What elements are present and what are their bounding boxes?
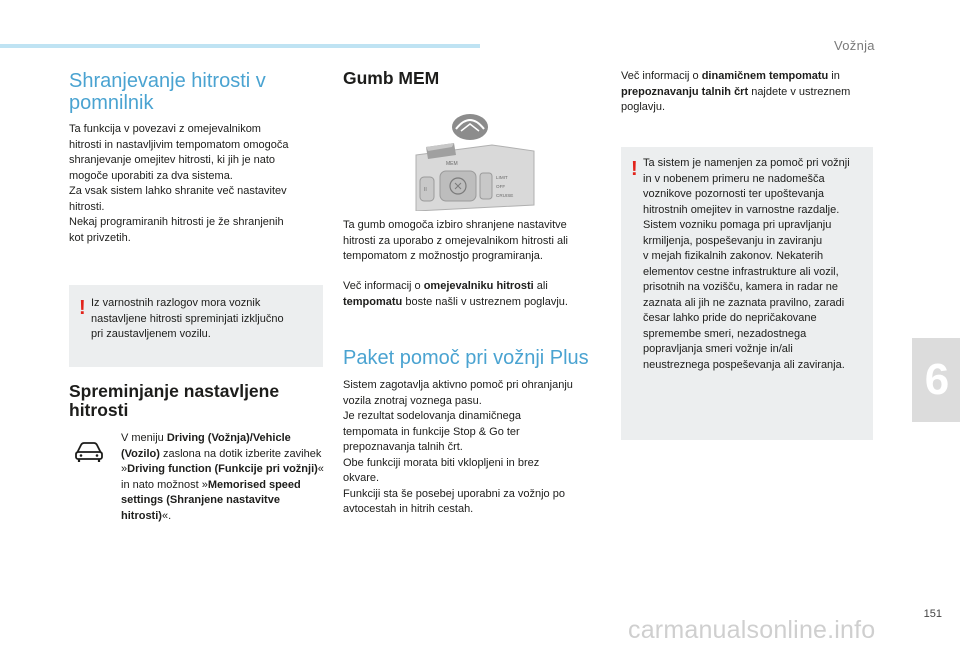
svg-text:II: II (424, 187, 427, 193)
header-accent-bar (0, 44, 480, 48)
mem-label: MEM (446, 161, 458, 167)
drive-assist-warning-text: Ta sistem je namenjen za pomoč pri vožnji in v nobenem primeru ne nadomešča voznikove pozornosti ter upoštevanja hitrostnih omejitev in varnostne razdalje. Sistem vozniku pomaga pri upravljanju krmiljenja, pospeševanju in zaviranju v mejah fizikalnih zakonov. Nekaterih elementov cestne infrastrukture ali vozil, prisotnih na vozišču, kamera in radar ne zaznata ali jih ne zaznata pravilno, zaradi česar lahko pride do nepričakovane spremembe smeri, nezadostnega popravljanja smeri vožnje in/ali neustreznega pospeševanja ali zaviranja. (643, 157, 850, 371)
cruise-label: CRUISE (496, 193, 514, 198)
drive-assist-warning-box (621, 147, 873, 440)
mem-lever-illustration (412, 107, 536, 211)
warning-icon: ! (631, 158, 638, 180)
watermark: carmanualsonline.info (628, 616, 876, 644)
drive-assist-description: Sistem zagotavlja aktivno pomoč pri ohranjanju vozila znotraj voznega pasu. Je rezultat sodelovanja dinamičnega tempomata in funkcije Stop & Go ter prepoznavanja talnih črt. Obe funkciji morata biti vklopljeni in brez okvare. Funkciji sta še posebej uporabni za vožnjo po avtocestah in hitrih cestah. (343, 379, 573, 515)
section-title: Vožnja (834, 38, 875, 53)
safety-warning-box (69, 285, 323, 367)
limit-label: LIMIT (496, 175, 508, 180)
memorised-speeds-heading: Shranjevanje hitrosti v pomnilnik (69, 70, 266, 114)
adaptive-cruise-more-info: Več informacij o dinamičnem tempomatu in prepoznavanju talnih črt najdete v ustreznem poglavju. (621, 70, 851, 113)
warning-icon: ! (79, 297, 86, 319)
menu-instructions: V meniju Driving (Vožnja)/Vehicle (Vozilo) zaslona na dotik izberite zavihek »Driving function (Funkcije pri vožnji)« in nato možnost »Memorised speed settings (Shranjene nastavitve hitrosti)«. (121, 432, 324, 522)
mem-button-heading: Gumb MEM (343, 68, 440, 88)
car-icon (74, 441, 104, 463)
change-speed-heading: Spreminjanje nastavljene hitrosti (69, 381, 280, 420)
memorised-speeds-intro: Ta funkcija v povezavi z omejevalnikom hitrosti in nastavljivim tempomatom omogoča shranjevanje omejitev hitrosti, ki jih je nato mogoče uporabiti za dva sistema. Za vsak sistem lahko shranite več nastavitev hitrosti. Nekaj programiranih hitrosti je že shranjenih kot privzetih. (69, 123, 289, 244)
chapter-number: 6 (924, 355, 950, 404)
safety-warning-text: Iz varnostnih razlogov mora voznik nastavljene hitrosti spreminjati izključno pri zaustavljenem vozilu. (91, 297, 284, 340)
mem-button-description: Ta gumb omogoča izbiro shranjene nastavitve hitrosti za uporabo z omejevalnikom hitrosti ali tempomatom z možnostjo programiranja. (343, 219, 568, 262)
off-label: OFF (496, 184, 506, 189)
drive-assist-heading: Paket pomoč pri vožnji Plus (343, 347, 589, 369)
mem-more-info: Več informacij o omejevalniku hitrosti ali tempomatu boste našli v ustreznem poglavju. (343, 280, 568, 308)
page-number: 151 (923, 608, 942, 620)
